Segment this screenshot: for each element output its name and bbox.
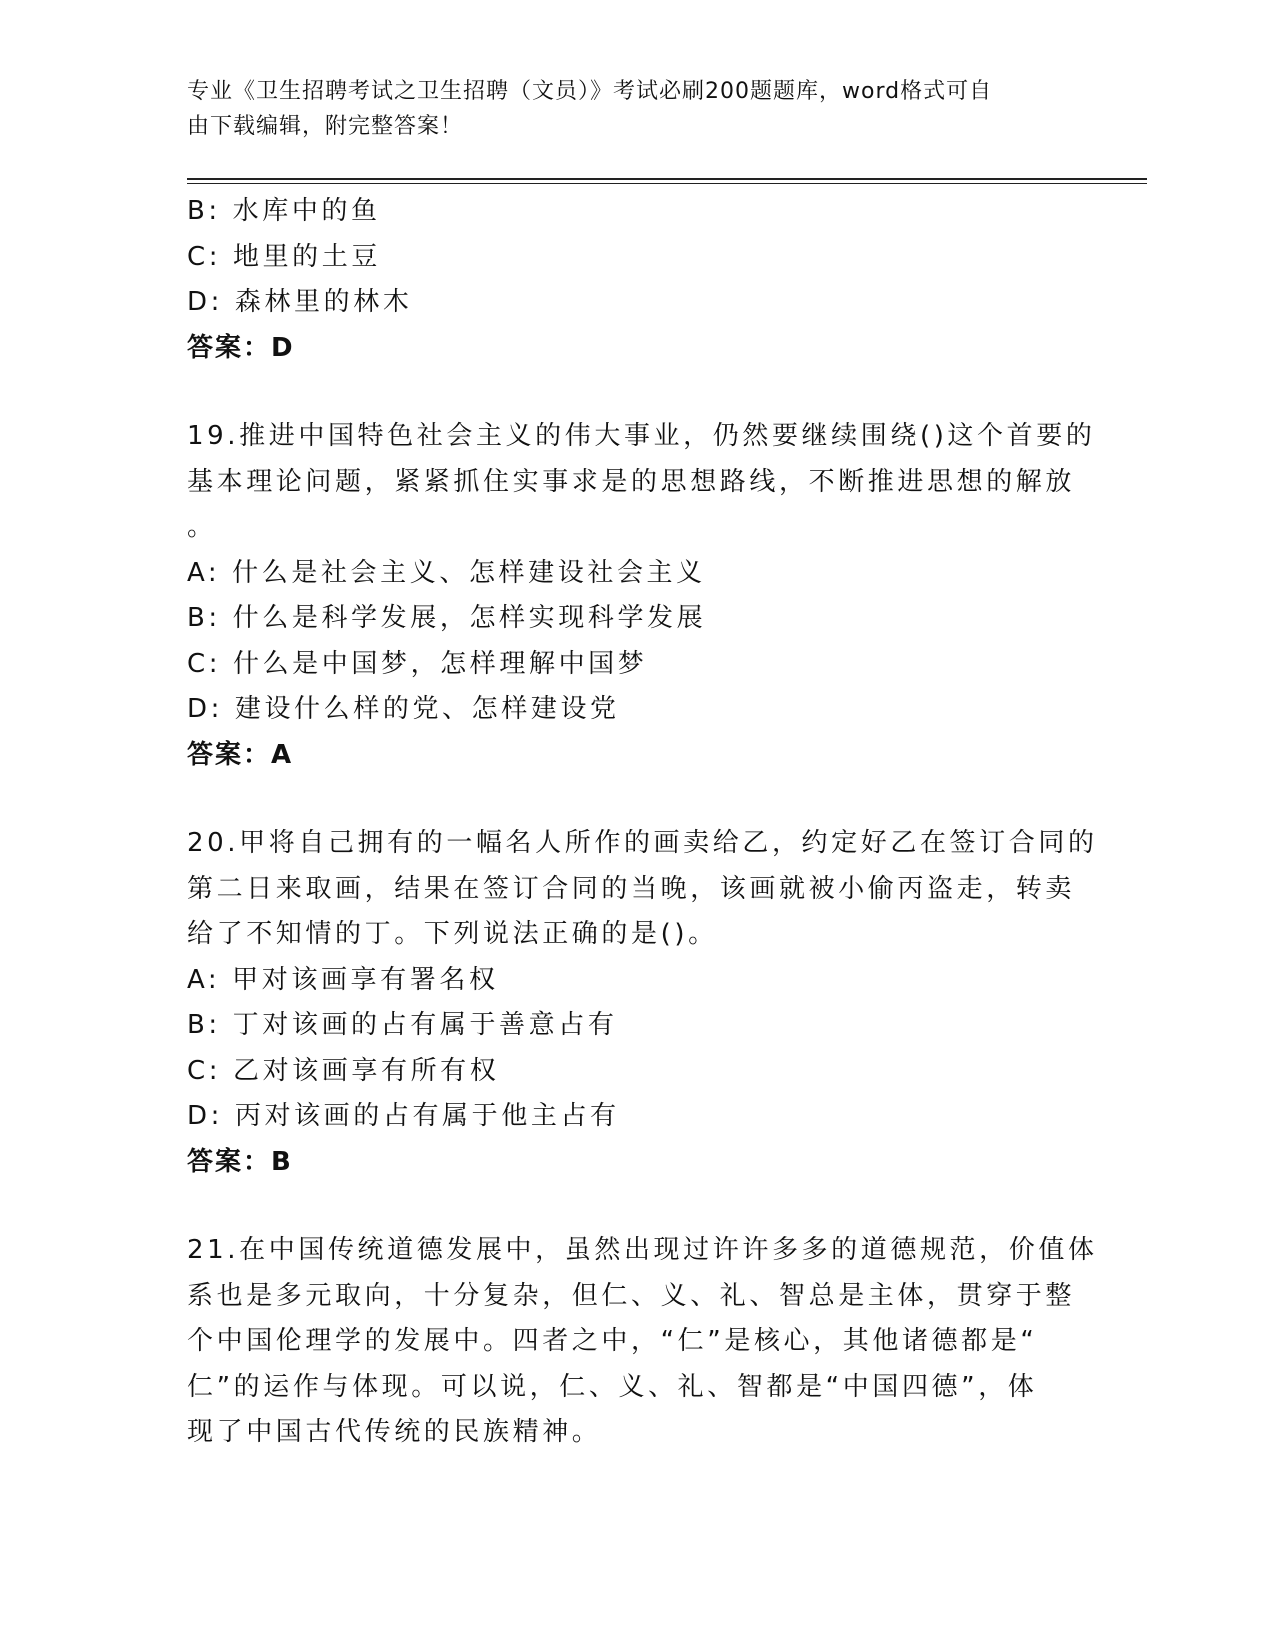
question-stem-line: 20.甲将自己拥有的一幅名人所作的画卖给乙，约定好乙在签订合同的 (187, 828, 1098, 858)
header-divider-thin (187, 183, 1147, 184)
question-stem-line: 现了中国古代传统的民族精神。 (187, 1417, 602, 1447)
question-21 (187, 1228, 1098, 1456)
spacer (187, 778, 1077, 821)
option-c: C: 地里的土豆 (187, 241, 381, 272)
option-b: B: 丁对该画的占有属于善意占有 (187, 1010, 618, 1040)
header-divider-thick (187, 178, 1147, 180)
option-a: A: 什么是社会主义、怎样建设社会主义 (187, 557, 706, 588)
header-line: 由下载编辑，附完整答案！ (187, 114, 464, 139)
question-stem-line: 系也是多元取向，十分复杂，但仁、义、礼、智总是主体，贯穿于整 (187, 1280, 1076, 1311)
question-stem-line: 基本理论问题，紧紧抓住实事求是的思想路线，不断推进思想的解放 (187, 466, 1076, 497)
answer-line: 答案：A (187, 739, 294, 770)
option-b: B: 什么是科学发展，怎样实现科学发展 (187, 603, 707, 633)
option-d: D: 丙对该画的占有属于他主占有 (187, 1101, 620, 1131)
spacer (187, 371, 1077, 414)
option-d: D: 建设什么样的党、怎样建设党 (187, 694, 620, 724)
option-c: C: 乙对该画享有所有权 (187, 1055, 500, 1086)
spacer (187, 1185, 1077, 1228)
question-content (187, 189, 1098, 1456)
option-b: B: 水库中的鱼 (187, 196, 381, 226)
question-stem-line: 。 (187, 512, 217, 542)
question-stem-line: 21.在中国传统道德发展中，虽然出现过许许多多的道德规范，价值体 (187, 1235, 1098, 1265)
question-20 (187, 821, 1098, 1185)
question-stem-line: 仁”的运作与体现。可以说，仁、义、礼、智都是“中国四德”，体 (187, 1371, 1038, 1402)
question-stem-line: 19.推进中国特色社会主义的伟大事业，仍然要继续围绕()这个首要的 (187, 421, 1096, 451)
question-19 (187, 414, 1096, 778)
option-d: D: 森林里的林木 (187, 287, 413, 317)
question-stem-line: 个中国伦理学的发展中。四者之中，“仁”是核心，其他诸德都是“ (187, 1326, 1038, 1356)
option-a: A: 甲对该画享有署名权 (187, 964, 499, 995)
option-c: C: 什么是中国梦，怎样理解中国梦 (187, 648, 648, 679)
question-stem-line: 第二日来取画，结果在签订合同的当晚，该画就被小偷丙盗走，转卖 (187, 873, 1076, 904)
question-stem-line: 给了不知情的丁。下列说法正确的是()。 (187, 919, 718, 949)
page-header (187, 74, 1067, 144)
answer-line: 答案：D (187, 332, 295, 363)
answer-line: 答案：B (187, 1146, 293, 1177)
question-18-continued (187, 189, 1077, 371)
header-line: 专业《卫生招聘考试之卫生招聘（文员）》考试必刷200题题库，word格式可自 (187, 79, 993, 104)
